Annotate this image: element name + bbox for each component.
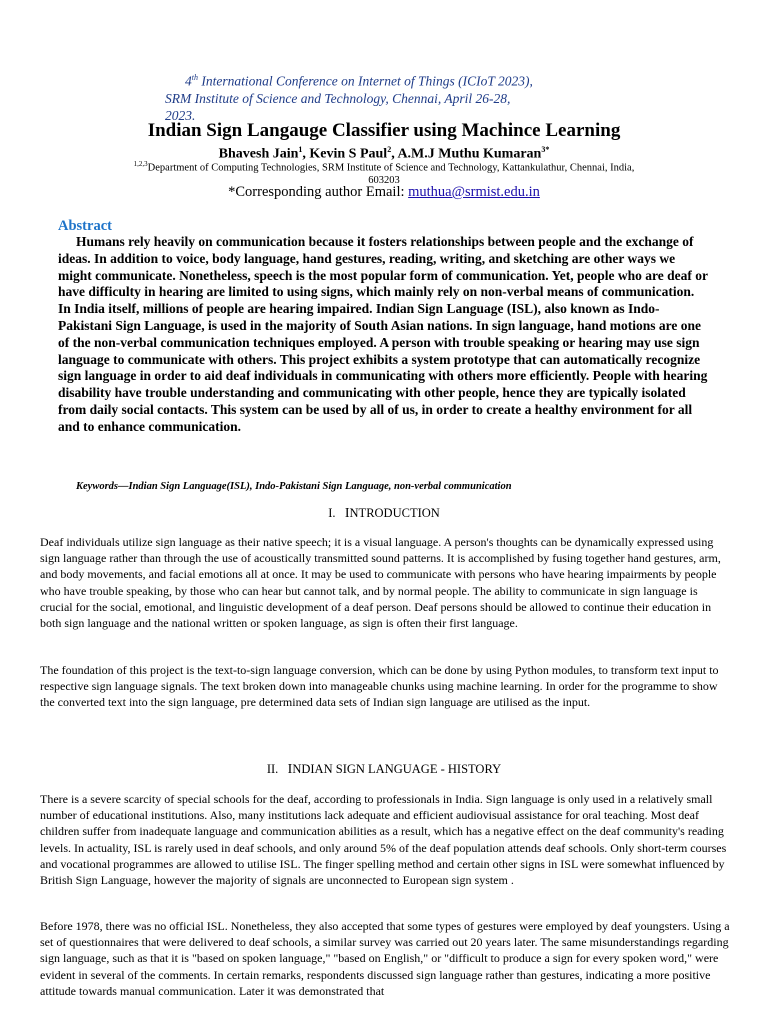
section-heading-history — [0, 761, 768, 778]
author-sup: 3* — [541, 145, 550, 154]
paragraph: Deaf individuals utilize sign language as their native speech; it is a visual language. A person's thoughts can be dynamically expressed using sign language rather than through the use of acoustically transmitted sound patterns. It is accomplished by fusing together hand gestures, arm, and body movements, and facial emotions all at once. It may be used to communicate with persons who have hearing impairments by people who have trouble speaking, by those who can hear but cannot talk, and by normal people. The ability to communicate in sign language is crucial for the social, emotional, and linguistic development of a deaf person. Deaf persons should be allowed to continue their education in both sign language and the national written or spoken language, as sign is often their first language. — [40, 535, 721, 631]
paragraph: There is a severe scarcity of special schools for the deaf, according to professionals in India. Sign language is only used in a relatively small number of educational institutions. Also, many institutions lack adequate and efficient audiovisual assistance for oral teaching. Most deaf children suffer from inadequate language and communication abilities as a result, which has a negative effect on the deaf community's reading levels. In actuality, ISL is rarely used in deaf schools, and only around 5% of the deaf population attends deaf schools. Only short-term courses and vocational programmes are allowed to utilise ISL. The finger spelling method and certain other signs in ISL were somewhat influenced by British Sign Language, however the majority of signals are unconnected to European sign system . — [40, 792, 727, 888]
section-first-letter: I — [344, 506, 350, 521]
section-numeral: I. — [328, 506, 336, 520]
paragraph: Before 1978, there was no official ISL. Nonetheless, they also accepted that some types of gestures were employed by deaf youngsters. Using a set of questionnaires that were delivered to deaf schools, a similar survey was carried out 20 years later. The same misunderstandings regarding sign language, such as that it is "based on spoken language," "based on English," or "difficult to produce a sign for every spoken word," were evident in several of the comments. In certain remarks, respondents discussed sign language rather than gestures, indicating a more positive attitude towards manual communication. Later it was demonstrated that — [40, 919, 730, 998]
paragraph: The foundation of this project is the text-to-sign language conversion, which can be done by using Python modules, to transform text input to respective sign language signals. The text broken down into manageable chunks using machine learning. In order for the programme to show the converted text into the sign language, pre determined data sets of Indian sign language are utilised as the input. — [40, 663, 719, 710]
email-link[interactable]: muthua@srmist.edu.in — [408, 184, 540, 200]
email-label: *Corresponding author Email: — [228, 184, 409, 200]
author-name: Kevin S Paul — [309, 146, 388, 162]
abstract-text: Humans rely heavily on communication because it fosters relationships between people and the exchange of ideas. In addition to voice, body language, hand gestures, reading, writing, and sketching are other ways we might communicate. Nonetheless, speech is the most popular form of communication. Yet, people who are deaf or have difficulty in hearing are limited to using signs, which mainly rely on non-verbal means of communication. In India itself, millions of people are hearing impaired. Indian Sign Language (ISL), also known as Indo-Pakistani Sign Language, is used in the majority of South Asian nations. In sign language, hand motions are one of the non-verbal communication techniques employed. A person with trouble speaking or hearing may use sign language to communicate with others. This project exhibits a system prototype that can automatically recognize sign language in order to aid deaf individuals in communicating with others more efficiently. People with hearing disability have trouble understanding and communicating with other people, hence they are typically isolated from daily social contacts. This system can be used by all of us, in order to create a healthy environment for all and to enhance communication. — [58, 234, 708, 434]
conference-name: International Conference on Internet of Things (ICIoT 2023), — [197, 73, 533, 89]
conference-ordinal-sup: th — [191, 73, 198, 82]
section-title-rest: NTRODUCTION — [349, 506, 440, 520]
conference-header — [165, 69, 605, 124]
author-sup: 1 — [298, 145, 303, 154]
section-first-letter: I — [287, 762, 293, 777]
conference-line-1 — [165, 69, 605, 90]
section-numeral: II. — [266, 762, 279, 776]
abstract-heading: Abstract — [58, 218, 112, 234]
corresponding-author — [0, 183, 768, 201]
author-name: Bhavesh Jain — [218, 146, 299, 162]
affiliation-line-1: Department of Computing Technologies, SRM Institute of Science and Technology, Kattankulathur, Chennai, India, — [147, 162, 635, 174]
affiliation-sup: 1,2,3 — [133, 160, 148, 168]
author-separator: , — [302, 146, 310, 162]
author-separator: , — [391, 146, 398, 162]
conference-line-2: SRM Institute of Science and Technology, Chennai, April 26-28, — [165, 90, 511, 106]
keywords: Keywords—Indian Sign Language(ISL), Indo-Pakistani Sign Language, non-verbal communication — [76, 481, 512, 492]
section-heading-introduction — [0, 505, 768, 522]
author-name: A.M.J Muthu Kumaran — [397, 146, 542, 162]
affiliation-line-2: 603203 — [368, 174, 400, 186]
conference-ordinal: 4 — [185, 73, 192, 89]
author-sup: 2 — [387, 145, 392, 154]
conference-line-3: 2023. — [165, 107, 196, 123]
paper-title: Indian Sign Langauge Classifier using Machince Learning — [147, 120, 621, 141]
section-title-rest: NDIAN SIGN LANGUAGE - HISTORY — [292, 762, 502, 776]
